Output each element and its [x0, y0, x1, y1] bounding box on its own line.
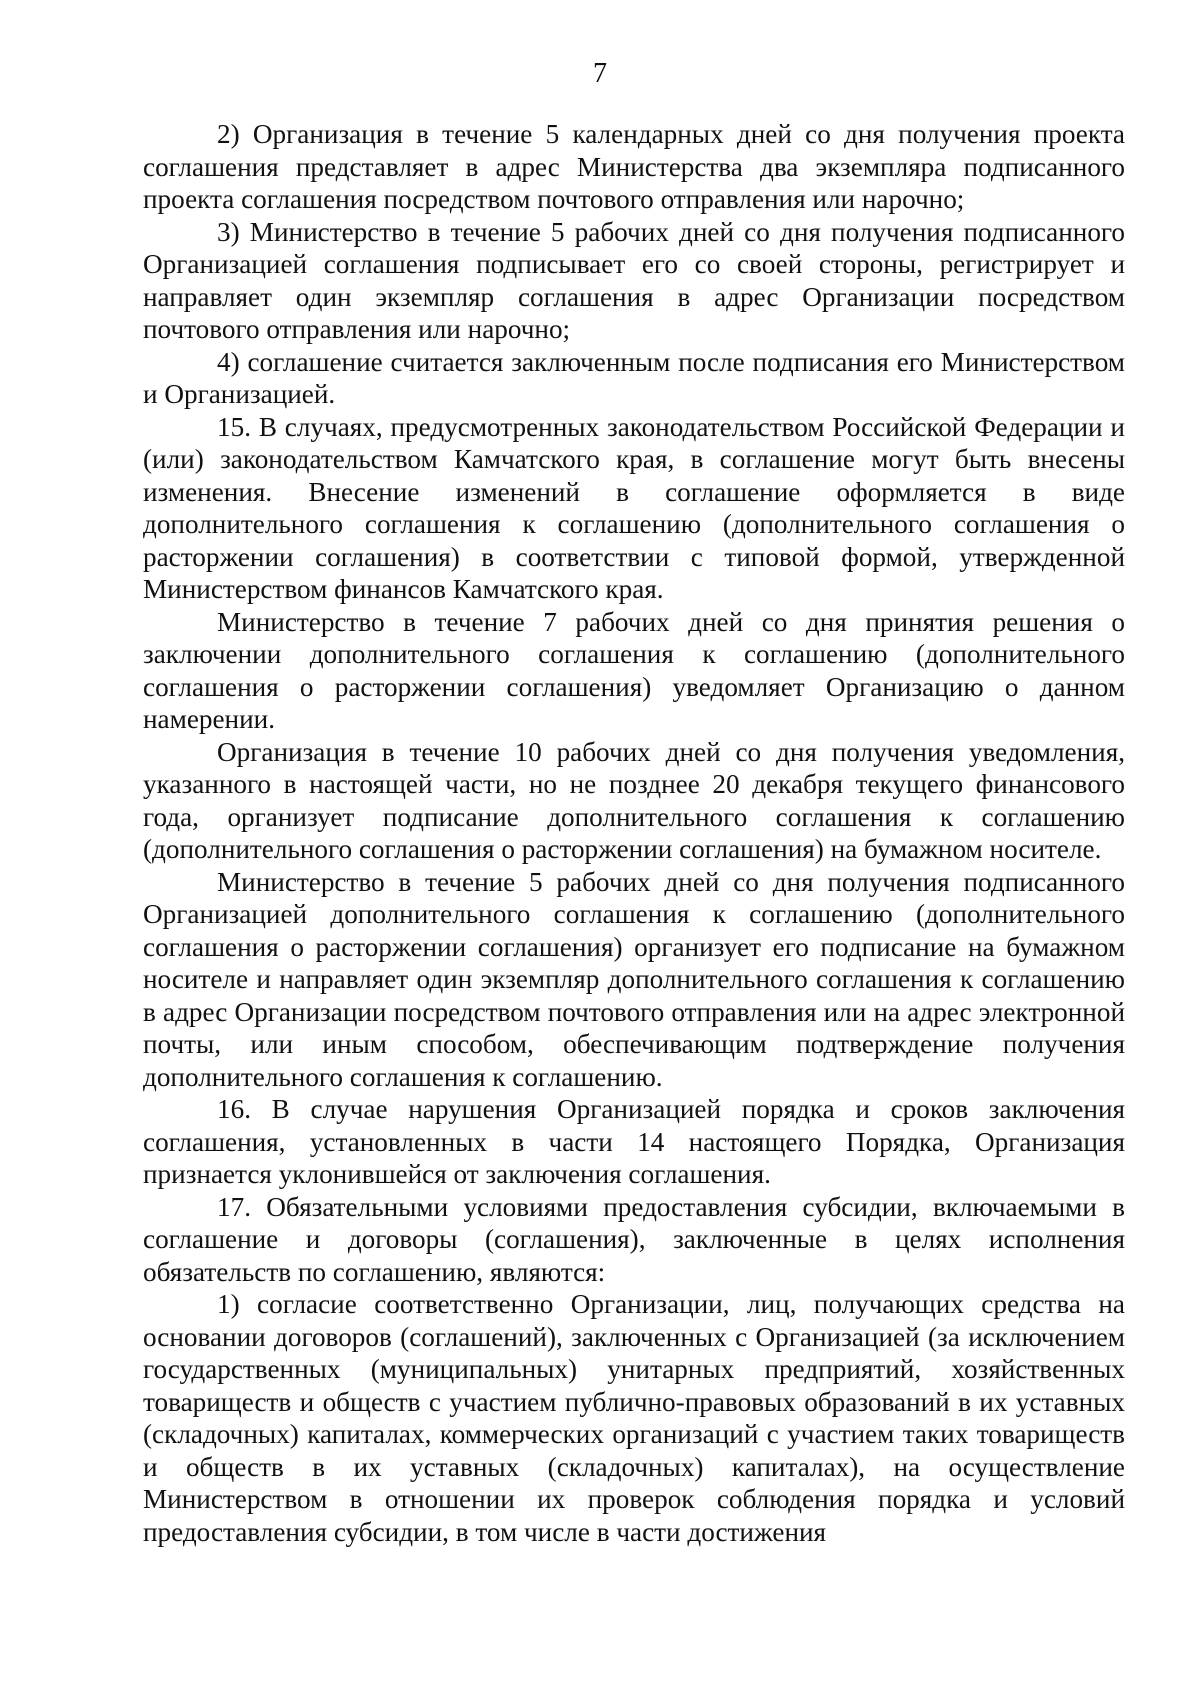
paragraph-ministry-signing: Министерство в течение 5 рабочих дней со дня получения подписанного Организацией дополнительного соглашения к соглашению (дополнительного соглашения о расторжении соглашения) организует его подписание на бумажном носителе и направляет один экземпляр дополнительного соглашения к соглашению в адрес Организации посредством почтового отправления или на адрес электронной почты, или иным способом, обеспечивающим подтверждение получения дополнительного соглашения к соглашению. [143, 866, 1125, 1092]
paragraph-item-3: 3) Министерство в течение 5 рабочих дней со дня получения подписанного Организацией соглашения подписывает его со своей стороны, регистрирует и направляет один экземпляр соглашения в адрес Организации посредством почтового отправления или нарочно; [143, 216, 1125, 344]
page-number: 7 [593, 58, 607, 89]
paragraph-organization-signing: Организация в течение 10 рабочих дней со дня получения уведомления, указанного в настоящей части, но не позднее 20 декабря текущего финансового года, организует подписание дополнительного соглашения к соглашению (дополнительного соглашения о расторжении соглашения) на бумажном носителе. [143, 736, 1125, 864]
paragraph-item-1: 1) согласие соответственно Организации, лиц, получающих средства на основании договоров (соглашений), заключенных с Организацией (за исключением государственных (муниципальных) унитарных предприятий, хозяйственных товариществ и обществ с участием публично-правовых образований в их уставных (складочных) капиталах, коммерческих организаций с участием таких товариществ и обществ в их уставных (складочных) капиталах), на осуществление Министерством в отношении их проверок соблюдения порядка и условий предоставления субсидии, в том числе в части достижения [143, 1289, 1125, 1547]
paragraph-item-2: 2) Организация в течение 5 календарных дней со дня получения проекта соглашения представляет в адрес Министерства два экземпляра подписанного проекта соглашения посредством почтового отправления или нарочно; [143, 119, 1125, 214]
paragraph-item-4: 4) соглашение считается заключенным после подписания его Министерством и Организацией. [143, 346, 1125, 409]
document-body [143, 118, 1125, 1548]
paragraph-ministry-notification: Министерство в течение 7 рабочих дней со дня принятия решения о заключении дополнительного соглашения к соглашению (дополнительного соглашения о расторжении соглашения) уведомляет Организацию о данном намерении. [143, 606, 1125, 734]
paragraph-section-17: 17. Обязательными условиями предоставления субсидии, включаемыми в соглашение и договоры (соглашения), заключенные в целях исполнения обязательств по соглашению, являются: [143, 1191, 1125, 1287]
paragraph-section-16: 16. В случае нарушения Организацией порядка и сроков заключения соглашения, установленных в части 14 настоящего Порядка, Организация признается уклонившейся от заключения соглашения. [143, 1094, 1125, 1189]
paragraph-section-15: 15. В случаях, предусмотренных законодательством Российской Федерации и (или) законодательством Камчатского края, в соглашение могут быть внесены изменения. Внесение изменений в соглашение оформляется в виде дополнительного соглашения к соглашению (дополнительного соглашения о расторжении соглашения) в соответствии с типовой формой, утвержденной Министерством финансов Камчатского края. [143, 411, 1125, 604]
